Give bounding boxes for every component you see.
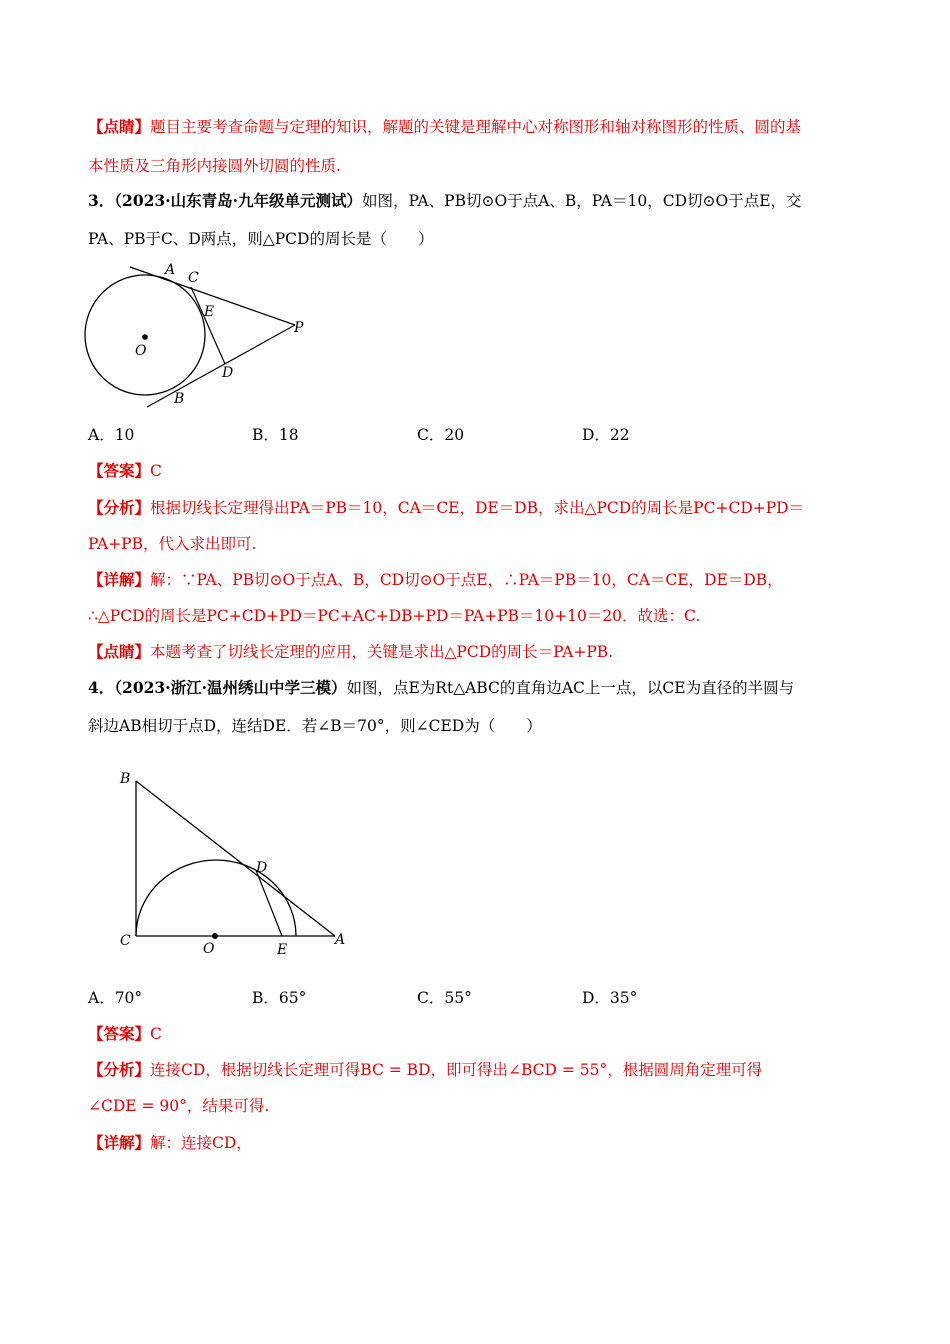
q3-stem-line1: 3．（2023·山东青岛·九年级单元测试）如图，PA、PB切⊙O于点A、B，PA＝10，CD切⊙O于点E，交 [88,191,802,210]
q3-option-d: D．22 [582,426,630,444]
q4-analysis-line1: 【分析】连接CD，根据切线长定理可得BC = BD，即可得出∠BCD = 55°，根据圆周角定理可得 [88,1060,763,1079]
q4-option-c: C．55° [417,989,472,1007]
q4-answer: 【答案】C [88,1024,162,1043]
label-b: B [120,771,131,787]
label-e: E [204,304,215,320]
label-o: O [203,941,215,957]
label-d: D [222,365,234,381]
q2-dianjing-line1: 【点睛】题目主要考查命题与定理的知识，解题的关键是理解中心对称图形和轴对称图形的性质、圆的基 [88,117,802,136]
semicircle [136,860,296,936]
q4-detail: 【详解】解：连接CD， [88,1133,252,1152]
label-d: D [256,860,268,876]
label-c: C [120,933,131,949]
q4-option-a: A．70° [88,989,143,1007]
q3-option-c: C．20 [417,426,465,444]
q3-figure [80,258,320,413]
q3-analysis-line1: 【分析】根据切线长定理得出PA＝PB＝10，CA＝CE，DE＝DB，求出△PCD的周长是PC+CD+PD＝ [88,498,805,517]
q3-option-b: B．18 [252,426,299,444]
center-dot [142,334,148,340]
tangent-pb [147,325,295,407]
q4-figure [110,765,360,965]
q3-analysis-line2: PA+PB，代入求出即可. [88,535,257,553]
q3-option-a: A．10 [88,426,135,444]
label-b: B [174,391,185,407]
q2-dianjing-line2: 本性质及三角形内接圆外切圆的性质. [88,157,341,175]
q3-detail-line2: ∴△PCD的周长是PC+CD+PD＝PC+AC+DB+PD＝PA+PB＝10+10＝20．故选：C. [88,607,701,625]
label-a: A [165,262,176,278]
q4-option-b: B．65° [252,989,307,1007]
q4-stem-line2: 斜边AB相切于点D，连结DE．若∠B＝70°，则∠CED为（ ） [88,717,542,735]
center-dot [212,933,218,939]
label-e: E [277,942,288,958]
q3-detail-line1: 【详解】解：∵PA、PB切⊙O于点A、B，CD切⊙O于点E，∴PA＝PB＝10，CA＝CE，DE＝DB， [88,570,783,589]
q4-stem-line1: 4．（2023·浙江·温州绣山中学三模）如图，点E为Rt△ABC的直角边AC上一点，以CE为直径的半圆与 [88,678,795,697]
q3-stem-line2: PA、PB于C、D两点，则△PCD的周长是（ ） [88,230,434,248]
q4-analysis-line2: ∠CDE = 90°，结果可得. [88,1097,270,1115]
label-p: P [294,320,304,336]
label-o: O [135,343,147,359]
q3-answer: 【答案】C [88,461,162,480]
q4-option-d: D．35° [582,989,638,1007]
label-c: C [188,270,199,286]
q3-dianjing: 【点睛】本题考查了切线长定理的应用，关键是求出△PCD的周长＝PA+PB. [88,642,614,661]
hypotenuse-ab [136,781,335,936]
label-a: A [335,932,346,948]
